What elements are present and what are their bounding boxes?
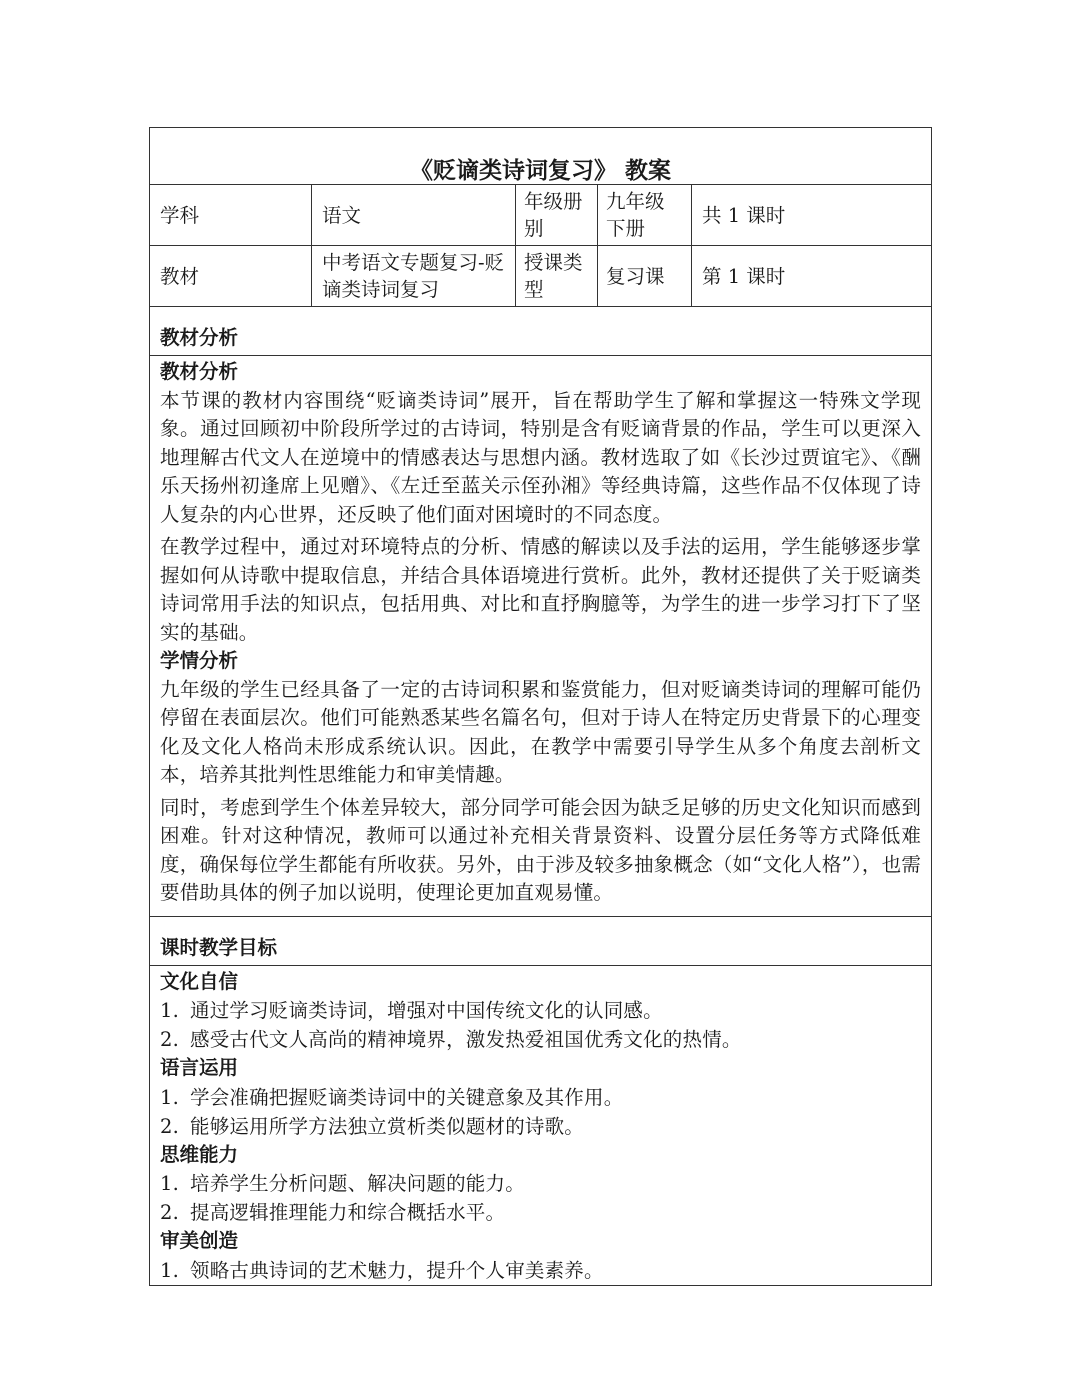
goal-group-heading: 思维能力: [160, 1142, 239, 1166]
goals-section-body: [150, 965, 932, 1285]
list-item: [160, 1025, 921, 1054]
lesson-value: 第 1 课时: [692, 246, 932, 307]
type-value: 复习课: [598, 246, 692, 307]
grade-value: 九年级下册: [598, 185, 692, 246]
list-item-number: 2.: [160, 1114, 180, 1138]
student-analysis-paragraph: 同时，考虑到学生个体差异较大，部分同学可能会因为缺乏足够的历史文化知识而感到困难。针对这种情况，教师可以通过补充相关背景资料、设置分层任务等方式降低难度，确保每位学生都能有所收获。另外，由于涉及较多抽象概念（如“文化人格”），也需要借助具体的例子加以说明，使理论更加直观易懂。: [160, 795, 922, 904]
list-item: [160, 1169, 921, 1198]
student-analysis-heading: 学情分析: [160, 649, 239, 672]
list-item-text: 通过学习贬谪类诗词，增强对中国传统文化的认同感。: [190, 999, 663, 1022]
list-item-text: 培养学生分析问题、解决问题的能力。: [190, 1172, 525, 1195]
grade-label: 年级册别: [516, 185, 598, 246]
info-row-subject: [150, 185, 932, 246]
student-analysis-paragraph: 九年级的学生已经具备了一定的古诗词积累和鉴赏能力，但对贬谪类诗词的理解可能仍停留在表面层次。他们可能熟悉某些名篇名句，但对于诗人在特定历史背景下的心理变化及文化人格尚未形成系统认识。因此，在教学中需要引导学生从多个角度去剖析文本，培养其批判性思维能力和审美情趣。: [160, 677, 922, 786]
lesson-plan-table: [149, 127, 932, 1286]
list-item-number: 1.: [160, 1085, 180, 1109]
document-title: 《贬谪类诗词复习》 教案: [150, 128, 932, 185]
list-item-text: 能够运用所学方法独立赏析类似题材的诗歌。: [190, 1114, 585, 1138]
list-item: [160, 1198, 921, 1227]
analysis-section-header: 教材分析: [150, 307, 932, 356]
material-label: 教材: [150, 246, 312, 307]
list-item-number: 1.: [160, 999, 180, 1022]
subject-value: 语文: [312, 185, 516, 246]
list-item-number: 1.: [160, 1258, 180, 1282]
material-value: 中考语文专题复习-贬谪类诗词复习: [312, 246, 516, 307]
list-item: [160, 1112, 921, 1141]
list-item-text: 学会准确把握贬谪类诗词中的关键意象及其作用。: [190, 1085, 624, 1109]
info-row-material: [150, 246, 932, 307]
subject-label: 学科: [150, 185, 312, 246]
list-item: [160, 1256, 921, 1285]
type-label: 授课类型: [516, 246, 598, 307]
goal-group-heading: 语言运用: [160, 1056, 239, 1079]
material-analysis-paragraph: 在教学过程中，通过对环境特点的分析、情感的解读以及手法的运用，学生能够逐步掌握如何从诗歌中提取信息，并结合具体语境进行赏析。此外，教材还提供了关于贬谪类诗词常用手法的知识点，包括用典、对比和直抒胸臆等，为学生的进一步学习打下了坚实的基础。: [160, 535, 922, 644]
material-analysis-heading: 教材分析: [160, 360, 239, 383]
goals-section-header: 课时教学目标: [150, 916, 932, 965]
list-item-text: 提高逻辑推理能力和综合概括水平。: [190, 1201, 506, 1224]
analysis-section-body: [150, 356, 932, 917]
list-item-number: 2.: [160, 1028, 180, 1051]
hours-value: 共 1 课时: [692, 185, 932, 246]
list-item-number: 1.: [160, 1172, 180, 1195]
list-item: [160, 996, 921, 1025]
list-item-text: 领略古典诗词的艺术魅力，提升个人审美素养。: [190, 1258, 604, 1282]
list-item: [160, 1083, 921, 1112]
goal-group-heading: 文化自信: [160, 969, 239, 993]
material-analysis-paragraph: 本节课的教材内容围绕“贬谪类诗词”展开，旨在帮助学生了解和掌握这一特殊文学现象。通过回顾初中阶段所学过的古诗词，特别是含有贬谪背景的作品，学生可以更深入地理解古代文人在逆境中的情感表达与思想内涵。教材选取了如《长沙过贾谊宅》、《酬乐天扬州初逢席上见赠》、《左迁至蓝关示侄孙湘》等经典诗篇，这些作品不仅体现了诗人复杂的内心世界，还反映了他们面对困境时的不同态度。: [160, 388, 922, 526]
list-item-number: 2.: [160, 1201, 180, 1224]
list-item-text: 感受古代文人高尚的精神境界，激发热爱祖国优秀文化的热情。: [190, 1028, 742, 1051]
goal-group-heading: 审美创造: [160, 1229, 239, 1252]
